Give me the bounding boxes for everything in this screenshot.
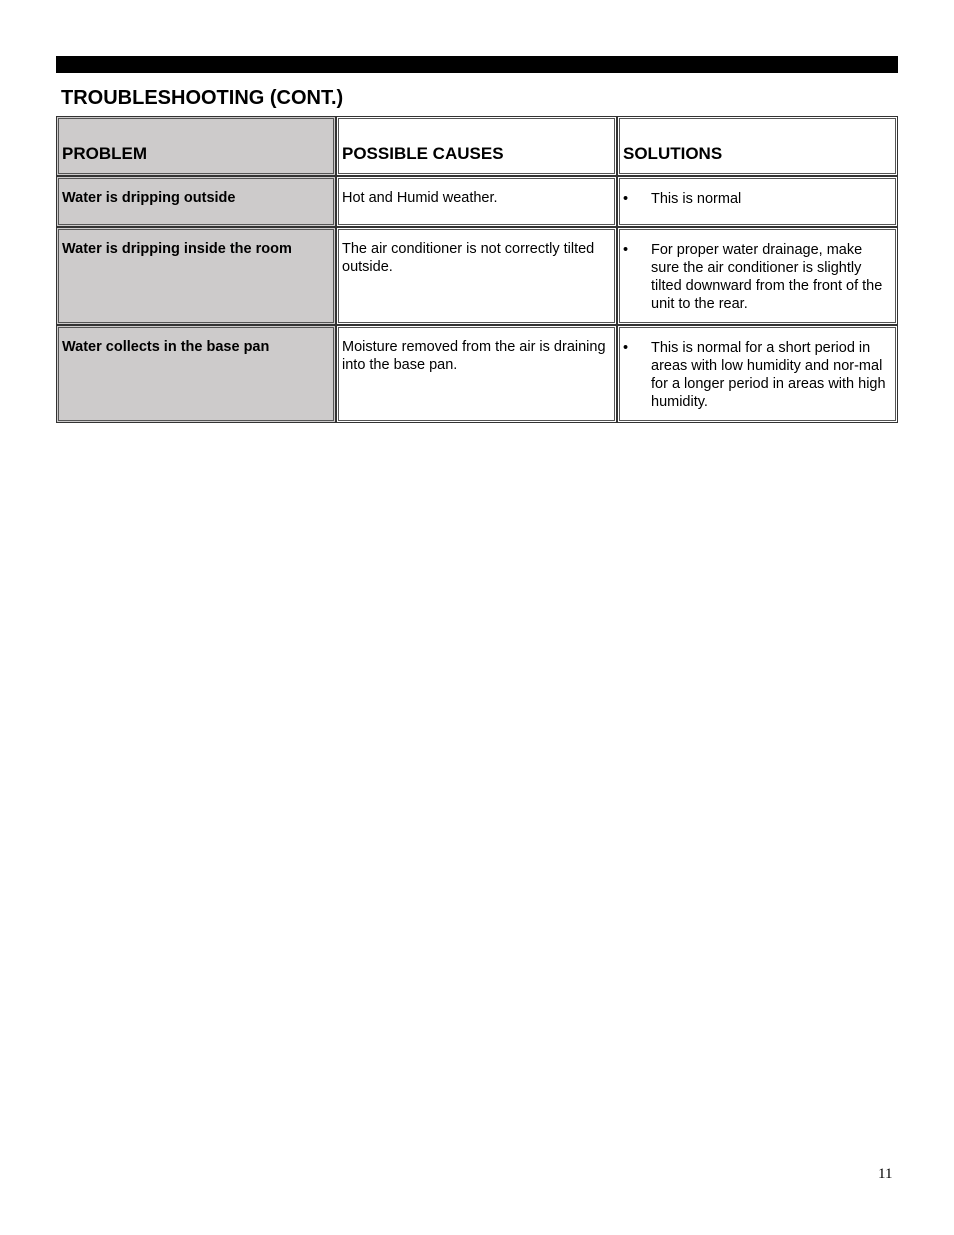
table-header-row [56, 116, 898, 176]
table-row [56, 227, 898, 325]
problem-cell: Water collects in the base pan [56, 325, 336, 423]
table-row [56, 325, 898, 423]
solution-cell: • This is normal [617, 176, 898, 227]
problem-cell: Water is dripping inside the room [56, 227, 336, 325]
bullet-icon: • [623, 242, 629, 258]
header-causes: POSSIBLE CAUSES [336, 116, 617, 176]
header-problem: PROBLEM [56, 116, 336, 176]
bullet-icon: • [623, 340, 629, 356]
cause-cell: Moisture removed from the air is draining into the base pan. [336, 325, 617, 423]
solution-cell: • This is normal for a short period in areas with low humidity and nor-mal for a longer period in areas with high humidity. [617, 325, 898, 423]
page-title: TROUBLESHOOTING (CONT.) [61, 87, 344, 109]
cause-cell: The air conditioner is not correctly tilted outside. [336, 227, 617, 325]
table-row [56, 176, 898, 227]
page-number: 11 [878, 1166, 893, 1182]
cause-cell: Hot and Humid weather. [336, 176, 617, 227]
header-solutions: SOLUTIONS [617, 116, 898, 176]
solution-cell: • For proper water drainage, make sure the air conditioner is slightly tilted downward from the front of the unit to the rear. [617, 227, 898, 325]
problem-cell: Water is dripping outside [56, 176, 336, 227]
bullet-icon: • [623, 191, 629, 207]
troubleshooting-table [56, 116, 898, 423]
header-rule [56, 56, 898, 73]
